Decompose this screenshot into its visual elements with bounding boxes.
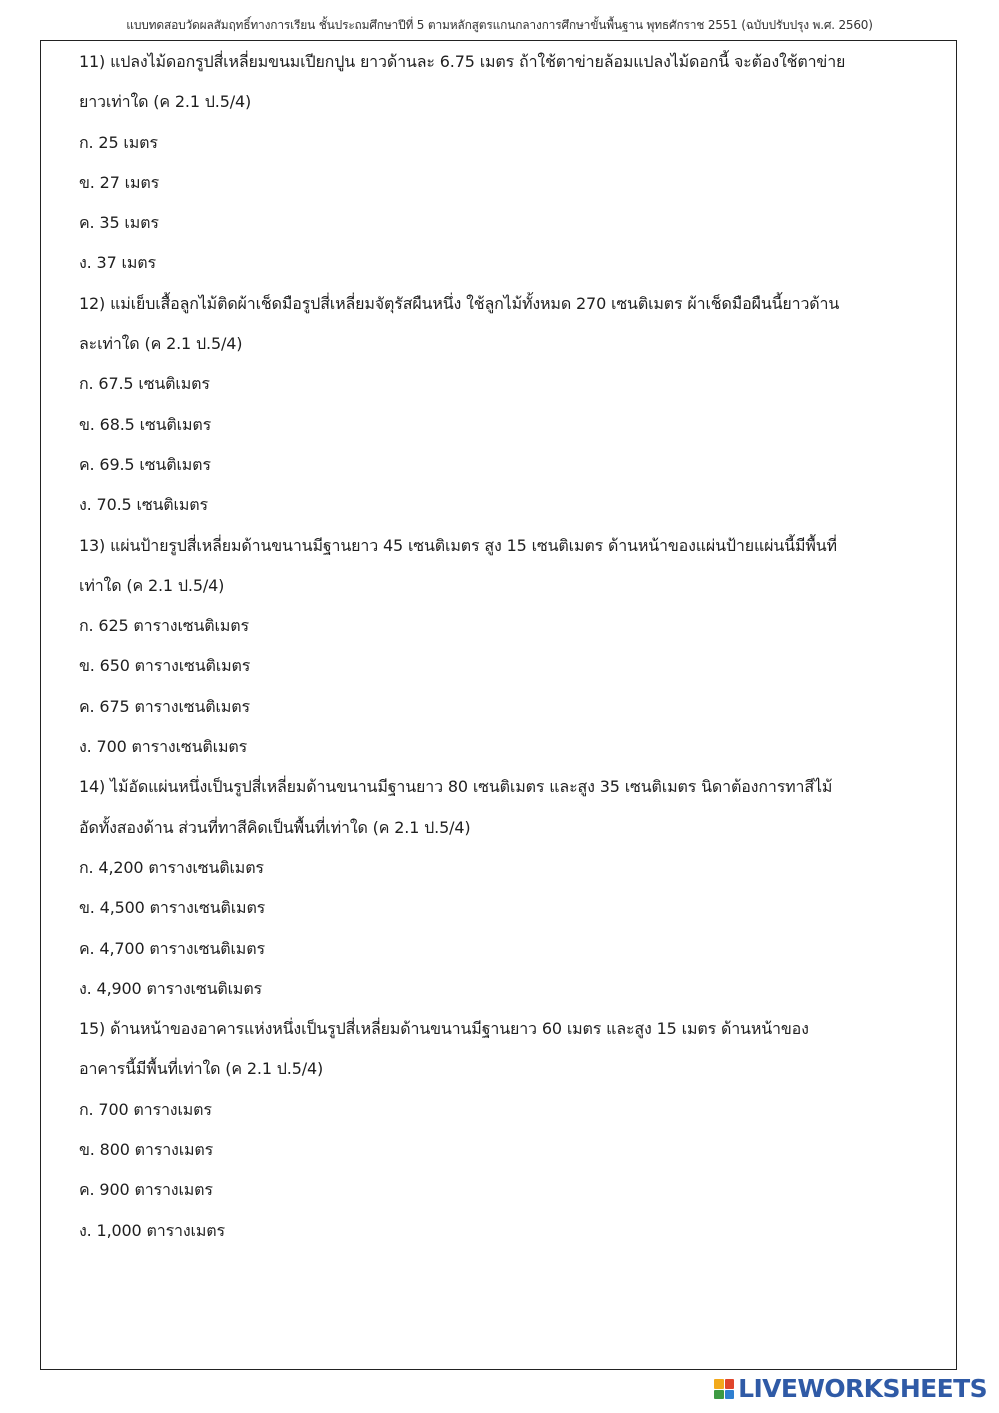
question-15 [79, 1009, 899, 1251]
question-text-line: 14) ไม้อัดแผ่นหนึ่งเป็นรูปสี่เหลี่ยมด้านขนานมีฐานยาว 80 เซนติเมตร และสูง 35 เซนติเมตร นิดาต้องการทาสีไม้ [79, 777, 833, 797]
choice-option[interactable]: ข. 4,500 ตารางเซนติเมตร [79, 898, 266, 918]
logo-square [725, 1390, 735, 1400]
question-13 [79, 526, 899, 768]
question-11 [79, 42, 899, 284]
choice-option[interactable]: ง. 700 ตารางเซนติเมตร [79, 737, 248, 757]
question-14 [79, 767, 899, 1009]
question-text-line: เท่าใด (ค 2.1 ป.5/4) [79, 575, 225, 595]
choice-option[interactable]: ง. 70.5 เซนติเมตร [79, 495, 208, 515]
choice-option[interactable]: ค. 900 ตารางเมตร [79, 1180, 213, 1200]
logo-icon [714, 1379, 734, 1399]
choice-option[interactable]: ค. 35 เมตร [79, 213, 159, 233]
choice-option[interactable]: ก. 625 ตารางเซนติเมตร [79, 616, 249, 636]
question-text-line: 13) แผ่นป้ายรูปสี่เหลี่ยมด้านขนานมีฐานยาว 45 เซนติเมตร สูง 15 เซนติเมตร ด้านหน้าของแผ่นป้ายแผ่นนี้มีพื้นที่ [79, 535, 837, 555]
logo-square [714, 1379, 724, 1389]
liveworksheets-logo [714, 1374, 987, 1404]
question-text-line: 12) แม่เย็บเสื้อลูกไม้ติดผ้าเช็ดมือรูปสี่เหลี่ยมจัตุรัสผืนหนึ่ง ใช้ลูกไม้ทั้งหมด 270 เซนติเมตร ผ้าเช็ดมือผืนนี้ยาวด้าน [79, 293, 840, 313]
logo-square [714, 1390, 724, 1400]
choice-option[interactable]: ข. 800 ตารางเมตร [79, 1140, 214, 1160]
choice-option[interactable]: ข. 650 ตารางเซนติเมตร [79, 656, 251, 676]
choice-option[interactable]: ง. 1,000 ตารางเมตร [79, 1220, 225, 1240]
choice-option[interactable]: ง. 4,900 ตารางเซนติเมตร [79, 978, 262, 998]
question-text-line: ละเท่าใด (ค 2.1 ป.5/4) [79, 334, 243, 354]
question-text-line: อัดทั้งสองด้าน ส่วนที่ทาสีคิดเป็นพื้นที่เท่าใด (ค 2.1 ป.5/4) [79, 817, 471, 837]
questions-container [79, 42, 899, 1251]
page-header: แบบทดสอบวัดผลสัมฤทธิ์ทางการเรียน ชั้นประถมศึกษาปีที่ 5 ตามหลักสูตรแกนกลางการศึกษาขั้นพื้นฐาน พุทธศักราช 2551 (ฉบับปรับปรุง พ.ศ. 2560) [126, 18, 873, 32]
choice-option[interactable]: ข. 68.5 เซนติเมตร [79, 414, 212, 434]
choice-option[interactable]: ก. 67.5 เซนติเมตร [79, 374, 210, 394]
question-text-line: 11) แปลงไม้ดอกรูปสี่เหลี่ยมขนมเปียกปูน ยาวด้านละ 6.75 เมตร ถ้าใช้ตาข่ายล้อมแปลงไม้ดอกนี้ จะต้องใช้ตาข่าย [79, 52, 846, 71]
choice-option[interactable]: ข. 27 เมตร [79, 172, 160, 192]
logo-square [725, 1379, 735, 1389]
choice-option[interactable]: ค. 675 ตารางเซนติเมตร [79, 696, 250, 716]
choice-option[interactable]: ค. 69.5 เซนติเมตร [79, 454, 211, 474]
choice-option[interactable]: ก. 25 เมตร [79, 132, 158, 152]
question-text-line: อาคารนี้มีพื้นที่เท่าใด (ค 2.1 ป.5/4) [79, 1059, 324, 1079]
question-12 [79, 284, 899, 526]
choice-option[interactable]: ง. 37 เมตร [79, 253, 156, 273]
choice-option[interactable]: ก. 4,200 ตารางเซนติเมตร [79, 857, 264, 877]
choice-option[interactable]: ค. 4,700 ตารางเซนติเมตร [79, 938, 265, 958]
question-text-line: ยาวเท่าใด (ค 2.1 ป.5/4) [79, 92, 252, 112]
choice-option[interactable]: ก. 700 ตารางเมตร [79, 1099, 212, 1119]
question-text-line: 15) ด้านหน้าของอาคารแห่งหนึ่งเป็นรูปสี่เหลี่ยมด้านขนานมีฐานยาว 60 เมตร และสูง 15 เมตร ด้านหน้าของ [79, 1019, 809, 1039]
logo-wordmark: LIVEWORKSHEETS [738, 1374, 987, 1403]
